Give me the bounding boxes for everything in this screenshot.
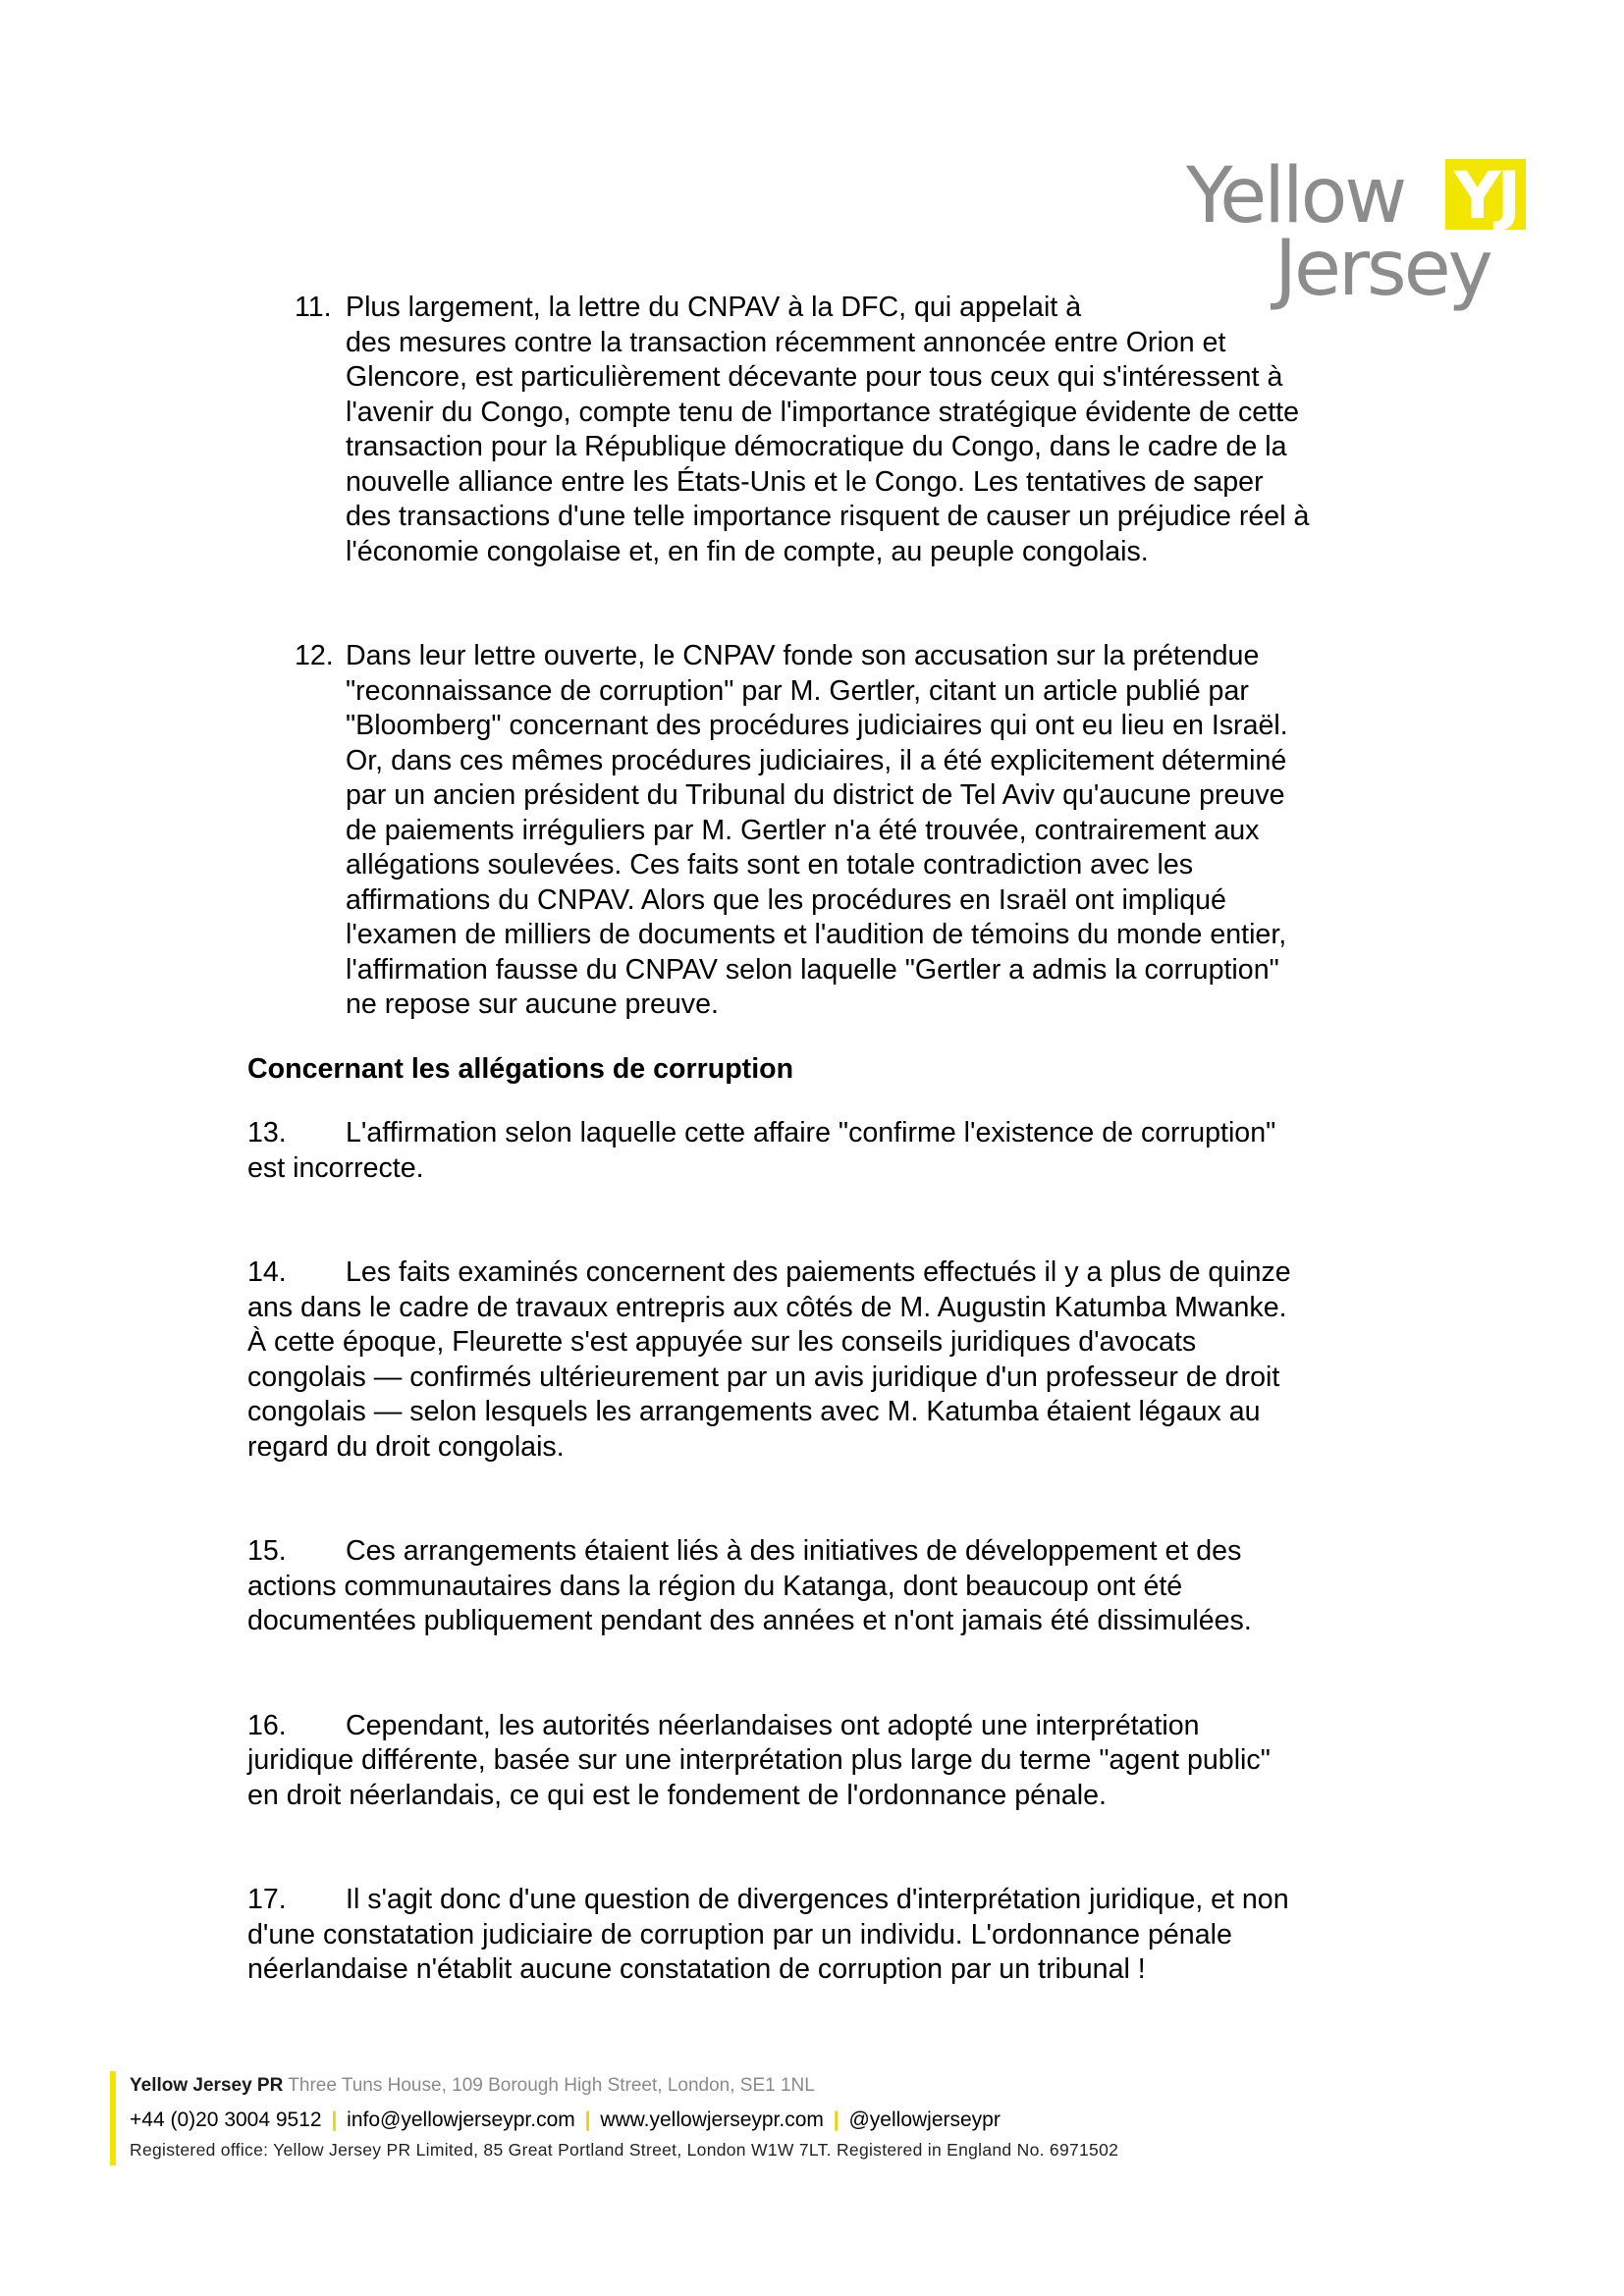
document-body [247, 291, 1386, 1988]
paragraph-line: d'une constatation judiciaire de corruption par un individu. L'ordonnance pénale [247, 1918, 1232, 1950]
paragraph-13 [247, 1116, 1386, 1186]
logo-word-yellow: Yellow [1186, 152, 1405, 240]
paragraph-line: congolais — selon lesquels les arrangements avec M. Katumba étaient légaux au [247, 1396, 1261, 1427]
footer-separator: | [833, 2109, 839, 2131]
paragraph-line: par un ancien président du Tribunal du district de Tel Aviv qu'aucune preuve [346, 779, 1285, 811]
footer-registered-office: Registered office: Yellow Jersey PR Limited, 85 Great Portland Street, London W1W 7LT. Registered in England No. 6971502 [130, 2140, 1119, 2160]
paragraph-line: Il s'agit donc d'une question de divergences d'interprétation juridique, et non [346, 1884, 1289, 1915]
paragraph-number: 14. [247, 1256, 287, 1288]
paragraph-line: l'avenir du Congo, compte tenu de l'importance stratégique évidente de cette [346, 396, 1300, 428]
footer-contact-line [130, 2109, 1001, 2132]
paragraph-line: Cependant, les autorités néerlandaises ont adopté une interprétation [346, 1709, 1200, 1741]
footer-separator: | [331, 2109, 338, 2131]
paragraph-line: À cette époque, Fleurette s'est appuyée sur les conseils juridiques d'avocats [247, 1326, 1197, 1358]
paragraph-number: 17. [247, 1884, 287, 1915]
footer-company-name: Yellow Jersey PR [130, 2075, 284, 2096]
footer-separator: | [584, 2109, 591, 2131]
paragraph-line: affirmations du CNPAV. Alors que les procédures en Israël ont impliqué [346, 883, 1226, 916]
page-footer [110, 2071, 1386, 2169]
paragraph-11 [247, 291, 1386, 569]
section-heading: Concernant les allégations de corruption [247, 1052, 794, 1085]
footer-address: Three Tuns House, 109 Borough High Street, London, SE1 1NL [288, 2075, 815, 2096]
paragraph-line: Or, dans ces mêmes procédures judiciaires, il a été explicitement déterminé [346, 744, 1287, 776]
paragraph-number: 12. [295, 640, 334, 671]
paragraph-number: 13. [247, 1117, 287, 1148]
paragraph-line: Les faits examinés concernent des paiements effectués il y a plus de quinze [346, 1256, 1291, 1288]
paragraph-16 [247, 1709, 1386, 1814]
paragraph-line: regard du droit congolais. [247, 1430, 565, 1463]
paragraph-line: est incorrecte. [247, 1151, 424, 1184]
footer-social-handle[interactable]: @yellowjerseypr [848, 2109, 1001, 2131]
paragraph-15 [247, 1534, 1386, 1639]
paragraph-line: documentées publiquement pendant des années et n'ont jamais été dissimulées. [247, 1605, 1252, 1636]
footer-company-line [130, 2075, 815, 2097]
paragraph-line: congolais — confirmés ultérieurement par un avis juridique d'un professeur de droit [247, 1361, 1280, 1393]
paragraph-line: actions communautaires dans la région du Katanga, dont beaucoup ont été [247, 1570, 1183, 1602]
paragraph-14 [247, 1255, 1386, 1465]
paragraph-line: des mesures contre la transaction récemment annoncée entre Orion et [346, 326, 1226, 358]
paragraph-number: 16. [247, 1709, 287, 1741]
paragraph-number: 11. [295, 292, 332, 323]
paragraph-line: néerlandaise n'établit aucune constatation de corruption par un tribunal ! [247, 1953, 1146, 1985]
paragraph-number: 15. [247, 1535, 287, 1567]
paragraph-line: nouvelle alliance entre les États-Unis et le Congo. Les tentatives de saper [346, 465, 1264, 498]
paragraph-line: Dans leur lettre ouverte, le CNPAV fonde son accusation sur la prétendue [346, 640, 1260, 671]
paragraph-line: l'économie congolaise et, en fin de compte, au peuple congolais. [346, 535, 1149, 567]
paragraph-line: transaction pour la République démocratique du Congo, dans le cadre de la [346, 431, 1287, 462]
paragraph-line: Plus largement, la lettre du CNPAV à la DFC, qui appelait à [346, 292, 1082, 323]
paragraph-line: allégations soulevées. Ces faits sont en totale contradiction avec les [346, 849, 1194, 881]
paragraph-line: ne repose sur aucune preuve. [346, 988, 719, 1020]
paragraph-line: L'affirmation selon laquelle cette affaire "confirme l'existence de corruption" [346, 1117, 1276, 1148]
footer-email-link[interactable]: info@yellowjerseypr.com [347, 2109, 575, 2131]
footer-website-link[interactable]: www.yellowjerseypr.com [600, 2109, 824, 2131]
paragraph-line: Glencore, est particulièrement décevante pour tous ceux qui s'intéressent à [346, 361, 1283, 393]
paragraph-line: de paiements irréguliers par M. Gertler n'a été trouvée, contrairement aux [346, 814, 1260, 846]
footer-phone: +44 (0)20 3004 9512 [130, 2109, 322, 2131]
paragraph-17 [247, 1883, 1386, 1988]
paragraph-line: juridique différente, basée sur une interprétation plus large du terme "agent public" [247, 1744, 1271, 1776]
logo-word-jersey: Jersey [1274, 225, 1490, 313]
paragraph-line: Ces arrangements étaient liés à des initiatives de développement et des [346, 1535, 1242, 1567]
paragraph-line: "reconnaissance de corruption" par M. Gertler, citant un article publié par [346, 674, 1249, 707]
paragraph-line: "Bloomberg" concernant des procédures judiciaires qui ont eu lieu en Israël. [346, 710, 1288, 741]
paragraph-12 [247, 639, 1386, 1023]
paragraph-line: en droit néerlandais, ce qui est le fondement de l'ordonnance pénale. [247, 1779, 1107, 1811]
paragraph-line: ans dans le cadre de travaux entrepris aux côtés de M. Augustin Katumba Mwanke. [247, 1291, 1287, 1323]
paragraph-line: des transactions d'une telle importance risquent de causer un préjudice réel à [346, 501, 1310, 532]
logo-mark-yj: YJ [1453, 158, 1518, 234]
paragraph-line: l'examen de milliers de documents et l'audition de témoins du monde entier, [346, 919, 1287, 950]
paragraph-line: l'affirmation fausse du CNPAV selon laquelle "Gertler a admis la corruption" [346, 953, 1279, 986]
footer-accent-bar [110, 2071, 116, 2165]
